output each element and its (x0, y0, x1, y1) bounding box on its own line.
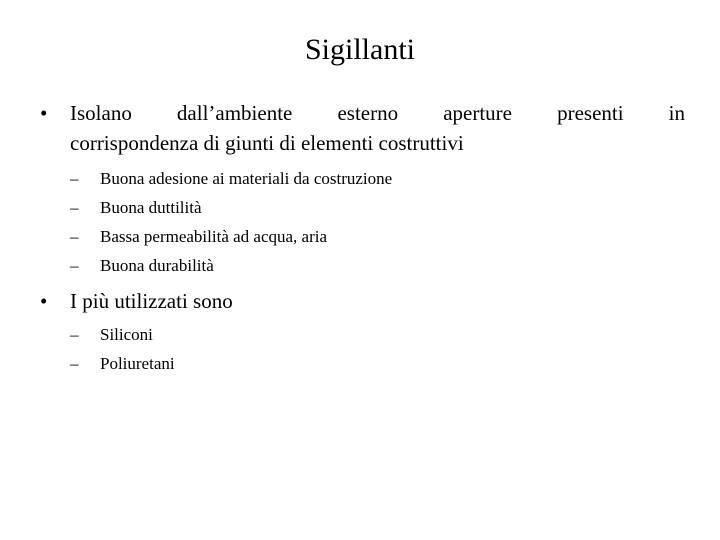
sub-item (70, 222, 685, 251)
bullet-icon: • (40, 101, 48, 125)
sub-item-text: Buona duttilità (100, 198, 202, 217)
sub-item (70, 164, 685, 193)
dash-icon: – (70, 169, 79, 188)
sub-item-text: Buona durabilità (100, 256, 214, 275)
sub-item (70, 349, 685, 378)
sub-item-text: Bassa permeabilità ad acqua, aria (100, 227, 328, 246)
dash-icon: – (70, 198, 79, 217)
bullet-text: I più utilizzati sono (70, 289, 233, 313)
sub-item-text: Poliuretani (100, 354, 175, 373)
slide-title: Sigillanti (304, 33, 415, 66)
sub-list (70, 164, 685, 280)
dash-icon: – (70, 227, 79, 246)
sub-item (70, 320, 685, 349)
dash-icon: – (70, 325, 79, 344)
bullet-text-line: Isolano dall’ambiente esterno aperture presenti in (70, 101, 685, 125)
bullet-text-line: corrispondenza di giunti di elementi costruttivi (70, 131, 464, 155)
sub-list (70, 320, 685, 378)
bullet-icon: • (40, 289, 48, 313)
slide-content (40, 98, 685, 384)
sub-item-text: Buona adesione ai materiali da costruzione (100, 169, 393, 188)
sub-item-text: Siliconi (100, 325, 153, 344)
dash-icon: – (70, 256, 79, 275)
bullet-item (40, 98, 685, 158)
sub-item (70, 193, 685, 222)
sub-item (70, 251, 685, 280)
bullet-item (40, 286, 685, 316)
dash-icon: – (70, 354, 79, 373)
